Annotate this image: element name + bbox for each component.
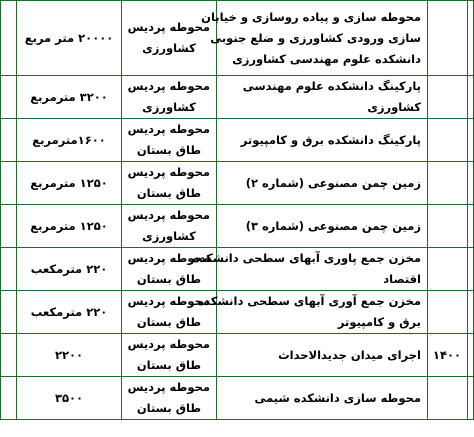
row-edge-cell [1, 1, 17, 76]
description-cell [201, 1, 428, 76]
projects-table-body [1, 1, 474, 420]
description-line: پارکینگ دانشکده علوم مهندسی [242, 79, 421, 93]
row-edge-cell [468, 162, 474, 205]
year-cell [428, 1, 468, 76]
description-line: مخزن جمع آوری آبهای سطحی دانشکده [197, 294, 421, 308]
year-cell [428, 205, 468, 248]
row-edge-cell [1, 334, 17, 377]
table-row [1, 119, 474, 162]
table-row [1, 377, 474, 420]
table-row [1, 76, 474, 119]
value-cell: ۱۲۵۰ مترمربع [17, 162, 122, 205]
description-cell [217, 377, 428, 420]
description-cell [217, 162, 428, 205]
description-line: برق و کامپیوتر [337, 315, 421, 329]
location-line: طاق بستان [136, 186, 202, 200]
location-line: طاق بستان [136, 272, 202, 286]
row-edge-cell [468, 1, 474, 76]
location-line: محوطه پردیس [127, 380, 210, 394]
description-cell [217, 205, 428, 248]
location-line: محوطه پردیس [127, 294, 210, 308]
row-edge-cell [1, 205, 17, 248]
location-line: کشاورزی [142, 41, 196, 55]
value-cell: ۲۲۰ مترمکعب [17, 248, 122, 291]
location-cell [122, 162, 217, 205]
description-cell [192, 248, 428, 291]
row-edge-cell [1, 119, 17, 162]
location-cell [122, 76, 217, 119]
description-cell [217, 119, 428, 162]
description-cell [217, 334, 428, 377]
row-edge-cell [468, 205, 474, 248]
value-cell: ۱۲۵۰ مترمربع [17, 205, 122, 248]
row-edge-cell [1, 162, 17, 205]
description-line: مخزن جمع پاوری آبهای سطحی دانشکده [192, 251, 421, 265]
location-line: طاق بستان [136, 401, 202, 415]
table-row [1, 291, 474, 334]
year-cell: ۱۴۰۰ [428, 334, 468, 377]
table-row [1, 334, 474, 377]
year-cell [428, 162, 468, 205]
location-line: کشاورزی [142, 229, 196, 243]
description-line: زمین چمن مصنوعی (شماره ۳) [245, 218, 421, 233]
row-edge-cell [1, 76, 17, 119]
row-edge-cell [468, 119, 474, 162]
description-cell [217, 76, 428, 119]
location-line: محوطه پردیس [127, 337, 210, 351]
value-cell: ۱۶۰۰مترمربع [17, 119, 122, 162]
value-cell: ۳۲۰۰ مترمربع [17, 76, 122, 119]
table-row [1, 248, 474, 291]
description-line: اقتصاد [383, 272, 421, 286]
location-line: طاق بستان [136, 358, 202, 372]
location-cell [122, 377, 217, 420]
location-line: محوطه پردیس [127, 208, 210, 222]
row-edge-cell [468, 334, 474, 377]
table-row [1, 1, 474, 76]
year-cell [428, 291, 468, 334]
row-edge-cell [1, 377, 17, 420]
description-cell [197, 291, 428, 334]
description-line: دانشکده علوم مهندسی کشاورزی [232, 51, 421, 66]
location-cell [122, 291, 217, 334]
table-row [1, 162, 474, 205]
row-edge-cell [468, 291, 474, 334]
year-cell [428, 119, 468, 162]
row-edge-cell [468, 377, 474, 420]
location-line: طاق بستان [136, 315, 202, 329]
description-line: پارکینگ دانشکده برق و کامپیوتر [240, 132, 421, 147]
row-edge-cell [1, 291, 17, 334]
location-line: کشاورزی [142, 100, 196, 114]
description-line: اجرای میدان جدیدالاحداث [278, 347, 421, 362]
description-line: کشاورزی [367, 100, 421, 114]
description-line: محوطه سازی دانشکده شیمی [254, 390, 421, 405]
description-line: زمین چمن مصنوعی (شماره ۲) [245, 175, 421, 190]
value-cell: ۳۵۰۰ [17, 377, 122, 420]
year-cell [428, 377, 468, 420]
row-edge-cell [468, 248, 474, 291]
description-line: سازی ورودی کشاورزی و ضلع جنوبی [210, 30, 421, 45]
value-cell: ۲۲۰ مترمکعب [17, 291, 122, 334]
location-cell [122, 334, 217, 377]
location-cell [122, 119, 217, 162]
value-cell: ۲۰۰۰۰ متر مربع [17, 1, 122, 76]
table-row [1, 205, 474, 248]
year-cell [428, 76, 468, 119]
location-cell [122, 248, 217, 291]
location-cell [122, 205, 217, 248]
row-edge-cell [1, 248, 17, 291]
location-line: محوطه پردیس [127, 165, 210, 179]
year-cell [428, 248, 468, 291]
location-line: محوطه پردیس [127, 122, 210, 136]
location-line: طاق بستان [136, 143, 202, 157]
location-line: محوطه پردیس [127, 20, 210, 34]
location-line: محوطه پردیس [127, 79, 210, 93]
location-line: محوطه پردیس [127, 251, 210, 265]
row-edge-cell [468, 76, 474, 119]
description-line: محوطه سازی و پیاده روسازی و خیابان [201, 9, 421, 24]
value-cell: ۲۲۰۰ [17, 334, 122, 377]
